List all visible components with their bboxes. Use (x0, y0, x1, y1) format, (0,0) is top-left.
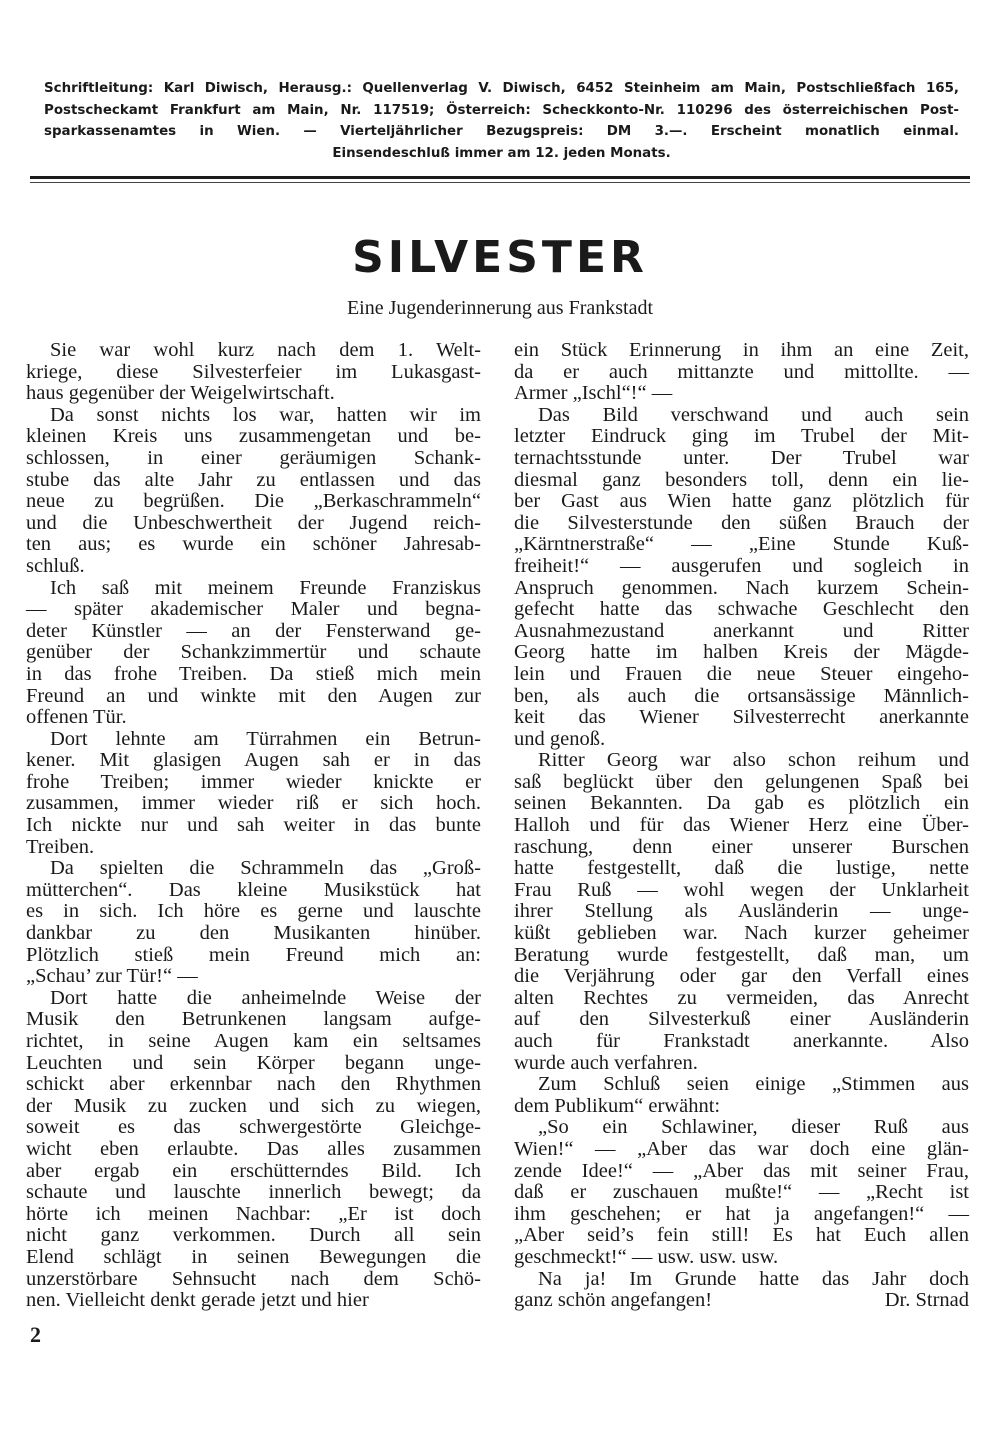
text-line: ihm geschehen; er hat ja angefangen!“ — (514, 1202, 969, 1225)
text-line: saß beglückt über den gelungenen Spaß bei (514, 770, 969, 793)
text-line: „Schau’ zur Tür!“ — (26, 965, 198, 988)
text-line: ber Gast aus Wien hatte ganz plötzlich für (514, 490, 969, 513)
text-line: ben, als auch die ortsansässige Männlich- (514, 684, 969, 707)
masthead (44, 78, 959, 164)
paragraph (26, 858, 481, 988)
text-line: letzter Eindruck ging im Trubel der Mit- (514, 425, 969, 448)
text-line: mütterchen“. Das kleine Musikstück hat (26, 878, 481, 901)
text-line: alten Rechtes zu vermeiden, das Anrecht (514, 986, 969, 1009)
text-line: kleinen Kreis uns zusammengetan und be- (26, 425, 481, 448)
text-line: richtet, in seine Augen kam ein seltsames (26, 1030, 481, 1052)
text-line: genüber der Schankzimmertür und schaute (26, 641, 481, 664)
text-line: dankbar zu den Musikanten hinüber. (26, 922, 481, 945)
text-line: ein Stück Erinnerung in ihm an eine Zeit, (514, 339, 969, 361)
text-line: freiheit!“ — ausgerufen und sogleich in (514, 554, 969, 577)
text-line: zusammen, immer wieder riß er sich hoch. (26, 792, 481, 815)
text-line: gefecht hatte das schwache Geschlecht den (514, 598, 969, 621)
page-number: 2 (30, 1322, 41, 1347)
masthead-line: Einsendeschluß immer am 12. jeden Monats. (332, 145, 671, 161)
text-line: Frau Ruß — wohl wegen der Unklarheit (514, 878, 969, 901)
text-line: Georg hatte im halben Kreis der Mägde- (514, 641, 969, 664)
paragraph (26, 405, 481, 578)
text-line: Leuchten und sein Körper begann unge- (26, 1051, 481, 1074)
text-line: dem Publikum“ erwähnt: (514, 1094, 721, 1117)
text-line: hatte festgestellt, daß die lustige, nette (514, 857, 969, 880)
masthead-line: sparkassenamtes in Wien. — Vierteljährlicher Bezugspreis: DM 3.—. Erscheint monatlich einmal. (44, 124, 959, 139)
paragraph (514, 1117, 969, 1268)
text-line: kriege, diese Silvesterfeier im Lukasgast- (26, 360, 481, 383)
text-line: Armer „Ischl“!“ — (514, 382, 673, 405)
text-line: auf den Silvesterkuß einer Ausländerin (514, 1008, 969, 1031)
text-line: stube das alte Jahr zu entlassen und das (26, 468, 481, 491)
text-line: schlossen, in einer geräumigen Schank- (26, 446, 481, 469)
closing-line (514, 1290, 969, 1312)
text-line: Das Bild verschwand und auch sein (538, 403, 969, 426)
paragraph (26, 988, 481, 1312)
author-signature: Dr. Strnad (884, 1289, 969, 1312)
text-line: es in sich. Ich höre es gerne und lauschte (26, 900, 481, 923)
text-line: Halloh und für das Wiener Herz eine Über- (514, 814, 969, 837)
text-line: frohe Treiben; immer wieder knickte er (26, 770, 481, 793)
text-line: Ich nickte nur und sah weiter in das bunte (26, 814, 481, 837)
text-line: kener. Mit glasigen Augen sah er in das (26, 749, 481, 772)
text-line: Ritter Georg war also schon reihum und (538, 749, 969, 772)
paragraph (26, 340, 481, 405)
text-line: keit das Wiener Silvesterrecht anerkannte (514, 706, 969, 729)
paragraph (514, 1269, 969, 1291)
text-line: Dort lehnte am Türrahmen ein Betrun- (50, 727, 481, 750)
text-line: wurde auch verfahren. (514, 1051, 698, 1074)
text-line: Elend schlägt in seinen Bewegungen die (26, 1245, 481, 1268)
text-line: neue zu begrüßen. Die „Berkaschrammeln“ (26, 490, 481, 513)
text-line: soweit es das schwergestörte Gleichge- (26, 1116, 481, 1139)
paragraph (26, 729, 481, 859)
text-line: raschung, denn einer unserer Burschen (514, 835, 969, 858)
paragraph (514, 405, 969, 751)
text-line: lein und Frauen die neue Steuer eingeho- (514, 662, 969, 685)
text-line: Beratung wurde festgestellt, daß man, um (514, 943, 969, 966)
text-line: Ausnahmezustand anerkannt und Ritter (514, 619, 969, 642)
text-line: daß er zuschauen mußte!“ — „Recht ist (514, 1181, 969, 1204)
text-line: „Kärntnerstraße“ — „Eine Stunde Kuß- (514, 533, 969, 556)
text-line: die Verjährung oder gar den Verfall eines (514, 965, 969, 988)
text-line: ihrer Stellung als Ausländerin — unge- (514, 900, 969, 923)
text-line: offenen Tür. (26, 706, 127, 729)
text-line: und genoß. (514, 727, 606, 750)
text-line: ternachtsstunde unter. Der Trubel war (514, 446, 969, 469)
text-line: Dort hatte die anheimelnde Weise der (50, 986, 481, 1009)
text-line: seinen Bekannten. Da gab es plötzlich ein (514, 792, 969, 815)
text-line: unzerstörbare Sehnsucht nach dem Schö- (26, 1267, 481, 1290)
text-line: und die Unbeschwertheit der Jugend reich- (26, 511, 481, 534)
text-line: „Aber seid’s fein still! Es hat Euch allen (514, 1224, 969, 1247)
text-line: Freund an und winkte mit den Augen zur (26, 684, 481, 707)
text-line: — später akademischer Maler und begna- (26, 598, 481, 621)
masthead-line: Schriftleitung: Karl Diwisch, Herausg.: Quellenverlag V. Diwisch, 6452 Steinheim am Main, Postschließfach 165, (44, 81, 959, 96)
text-line: auch für Frankstadt anerkannte. Also (514, 1030, 969, 1052)
article-subtitle: Eine Jugenderinnerung aus Frankstadt (346, 297, 654, 319)
text-line: Anspruch genommen. Nach kurzem Schein- (514, 576, 969, 599)
text-line: „So ein Schlawiner, dieser Ruß aus (538, 1116, 969, 1139)
text-line: Plötzlich stieß mein Freund mich an: (26, 943, 481, 966)
text-line: Zum Schluß seien einige „Stimmen aus (538, 1073, 969, 1096)
text-line: Da spielten die Schrammeln das „Groß- (50, 857, 481, 880)
text-line: schickt aber erkennbar nach den Rhythmen (26, 1073, 481, 1096)
text-line: aber ergab ein erschütterndes Bild. Ich (26, 1159, 481, 1182)
text-line: wicht eben erlaubte. Das alles zusammen (26, 1137, 481, 1160)
text-line: Musik den Betrunkenen langsam aufge- (26, 1008, 481, 1031)
text-line: schluß. (26, 554, 85, 577)
paragraph (26, 578, 481, 729)
masthead-line: Postscheckamt Frankfurt am Main, Nr. 117519; Österreich: Scheckkonto-Nr. 110296 des österreichischen Post- (44, 102, 959, 118)
text-line: da er auch mittanzte und mittollte. — (514, 360, 969, 383)
article-title: SILVESTER (352, 232, 648, 283)
text-line: Treiben. (26, 835, 95, 858)
text-line: diesmal ganz besonders toll, denn ein lie- (514, 468, 969, 491)
text-line: schaute und lauschte innerlich bewegt; da (26, 1181, 481, 1204)
text-line: der Musik zu zucken und sich zu wiegen, (26, 1094, 481, 1117)
paragraph (514, 750, 969, 1074)
text-line: haus gegenüber der Weigelwirtschaft. (26, 382, 335, 405)
right-column (514, 340, 969, 1312)
header-divider-thin (30, 182, 970, 183)
text-line: in das frohe Treiben. Da stieß mich mein (26, 662, 481, 685)
text-line: nen. Vielleicht denkt gerade jetzt und hier (26, 1289, 369, 1312)
paragraph (514, 340, 969, 405)
text-line: Ich saß mit meinem Freunde Franziskus (50, 576, 481, 599)
paragraph (514, 1074, 969, 1117)
text-line: küßt geblieben war. Nach kurzer geheimer (514, 922, 969, 945)
text-line: geschmeckt!“ — usw. usw. usw. (514, 1245, 779, 1268)
left-column (26, 340, 481, 1312)
text-line: Da sonst nichts los war, hatten wir im (50, 403, 481, 426)
header-divider (30, 176, 970, 179)
text-line: Sie war wohl kurz nach dem 1. Welt- (50, 339, 481, 361)
text-line: ten aus; es wurde ein schöner Jahresab- (26, 533, 481, 556)
text-line: Wien!“ — „Aber das war doch eine glän- (514, 1137, 969, 1160)
closing-text: ganz schön angefangen! (514, 1289, 713, 1312)
text-line: Na ja! Im Grunde hatte das Jahr doch (538, 1267, 969, 1290)
text-line: nicht ganz verkommen. Durch all sein (26, 1224, 481, 1247)
text-line: die Silvesterstunde den süßen Brauch der (514, 511, 969, 534)
text-line: hörte ich meinen Nachbar: „Er ist doch (26, 1202, 481, 1225)
text-line: deter Künstler — an der Fensterwand ge- (26, 619, 481, 642)
text-line: zende Idee!“ — „Aber das mit seiner Frau, (514, 1159, 969, 1182)
